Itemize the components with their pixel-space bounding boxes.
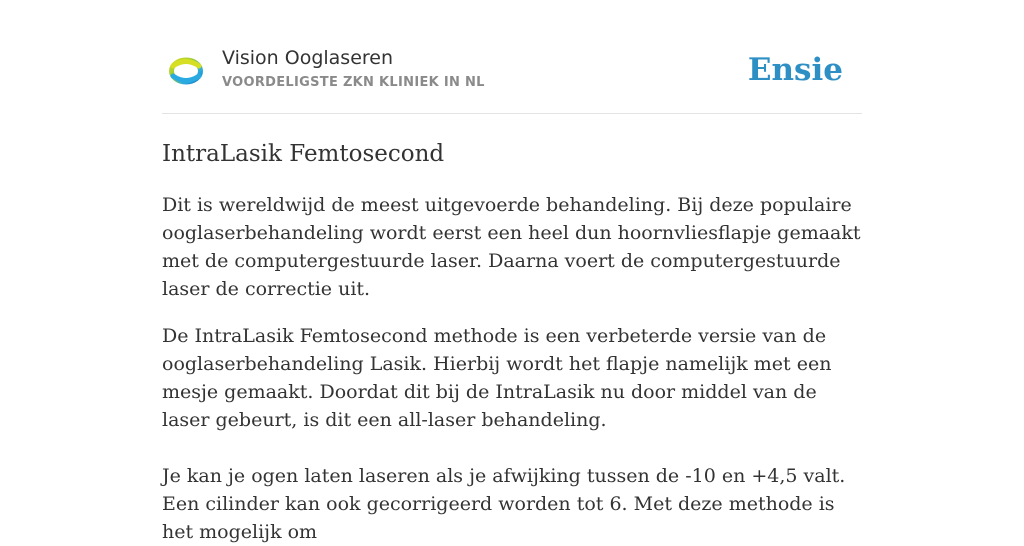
article-body bbox=[162, 191, 862, 546]
paragraph: Dit is wereldwijd de meest uitgevoerde behandeling. Bij deze populaire ooglaserbehandeling wordt eerst een heel dun hoornvliesflapje gemaakt met de computergestuurde laser. Daarna voert de computergestuurde laser de correctie uit. bbox=[162, 194, 861, 300]
brand-subtitle: VOORDELIGSTE ZKN KLINIEK IN NL bbox=[222, 75, 485, 90]
header bbox=[162, 0, 862, 114]
eye-ring-icon[interactable] bbox=[166, 54, 206, 90]
brand-name[interactable]: Vision Ooglaseren bbox=[222, 47, 394, 69]
paragraph: De IntraLasik Femtosecond methode is een verbeterde versie van de ooglaserbehandeling Lasik. Hierbij wordt het flapje namelijk met een mesje gemaakt. Doordat dit bij de IntraLasik nu door middel van de laser gebeurt, is dit een all-laser behandeling. bbox=[162, 325, 832, 431]
paragraph: Je kan je ogen laten laseren als je afwijking tussen de -10 en +4,5 valt. Een cilinder kan ook gecorrigeerd worden tot 6. Met deze methode is het mogelijk om bbox=[162, 465, 846, 543]
article-title: IntraLasik Femtosecond bbox=[162, 141, 445, 167]
site-logo[interactable]: Ensie bbox=[747, 52, 843, 88]
page-container bbox=[162, 0, 862, 546]
